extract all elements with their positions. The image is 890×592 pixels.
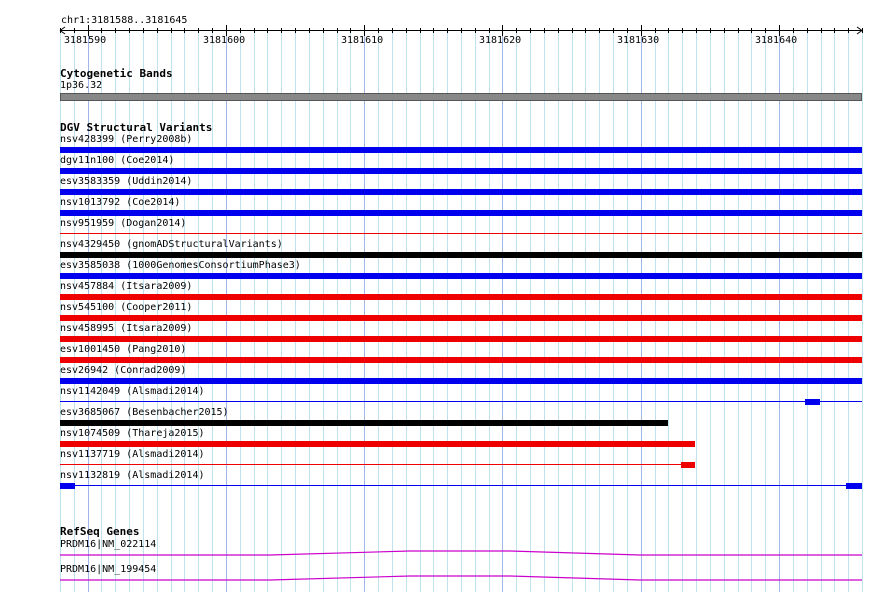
variant-label[interactable]: nsv951959 (Dogan2014)	[60, 218, 187, 229]
variant-label[interactable]: esv3685067 (Besenbacher2015)	[60, 407, 229, 418]
ruler-tick-label: 3181600	[203, 35, 246, 46]
variant-label[interactable]: nsv1132819 (Alsmadi2014)	[60, 470, 205, 481]
gene-label[interactable]: PRDM16|NM_022114	[60, 539, 157, 550]
variant-label[interactable]: nsv457884 (Itsara2009)	[60, 281, 193, 292]
variant-label[interactable]: nsv4329450 (gnomADStructuralVariants)	[60, 239, 283, 250]
variant-label[interactable]: esv1001450 (Pang2010)	[60, 344, 187, 355]
ruler-tick-label: 3181610	[341, 35, 384, 46]
variant-label[interactable]: nsv1013792 (Coe2014)	[60, 197, 181, 208]
cytoband-track-title[interactable]: Cytogenetic Bands	[60, 67, 173, 80]
variant-label[interactable]: nsv545100 (Cooper2011)	[60, 302, 193, 313]
dgv-track-title[interactable]: DGV Structural Variants	[60, 121, 213, 134]
ruler-tick-label: 3181630	[617, 35, 660, 46]
variant-label[interactable]: nsv1074509 (Thareja2015)	[60, 428, 205, 439]
cytoband-label[interactable]: 1p36.32	[60, 80, 103, 91]
ruler-tick-label: 3181620	[479, 35, 522, 46]
variant-label[interactable]: nsv458995 (Itsara2009)	[60, 323, 193, 334]
variant-label[interactable]: nsv1142049 (Alsmadi2014)	[60, 386, 205, 397]
variant-label[interactable]: dgv11n100 (Coe2014)	[60, 155, 175, 166]
variant-label[interactable]: nsv428399 (Perry2008b)	[60, 134, 193, 145]
region-label: chr1:3181588..3181645	[61, 15, 188, 26]
variant-label[interactable]: esv3583359 (Uddin2014)	[60, 176, 193, 187]
ruler-tick-label: 3181640	[755, 35, 798, 46]
variant-label[interactable]: esv26942 (Conrad2009)	[60, 365, 187, 376]
variant-label[interactable]: esv3585038 (1000GenomesConsortiumPhase3)	[60, 260, 301, 271]
gene-model-line	[60, 551, 862, 555]
ruler-tick-label: 3181590	[64, 35, 107, 46]
variant-label[interactable]: nsv1137719 (Alsmadi2014)	[60, 449, 205, 460]
gene-model-line	[60, 576, 862, 580]
refseq-track-title[interactable]: RefSeq Genes	[60, 525, 140, 538]
gene-label[interactable]: PRDM16|NM_199454	[60, 564, 157, 575]
